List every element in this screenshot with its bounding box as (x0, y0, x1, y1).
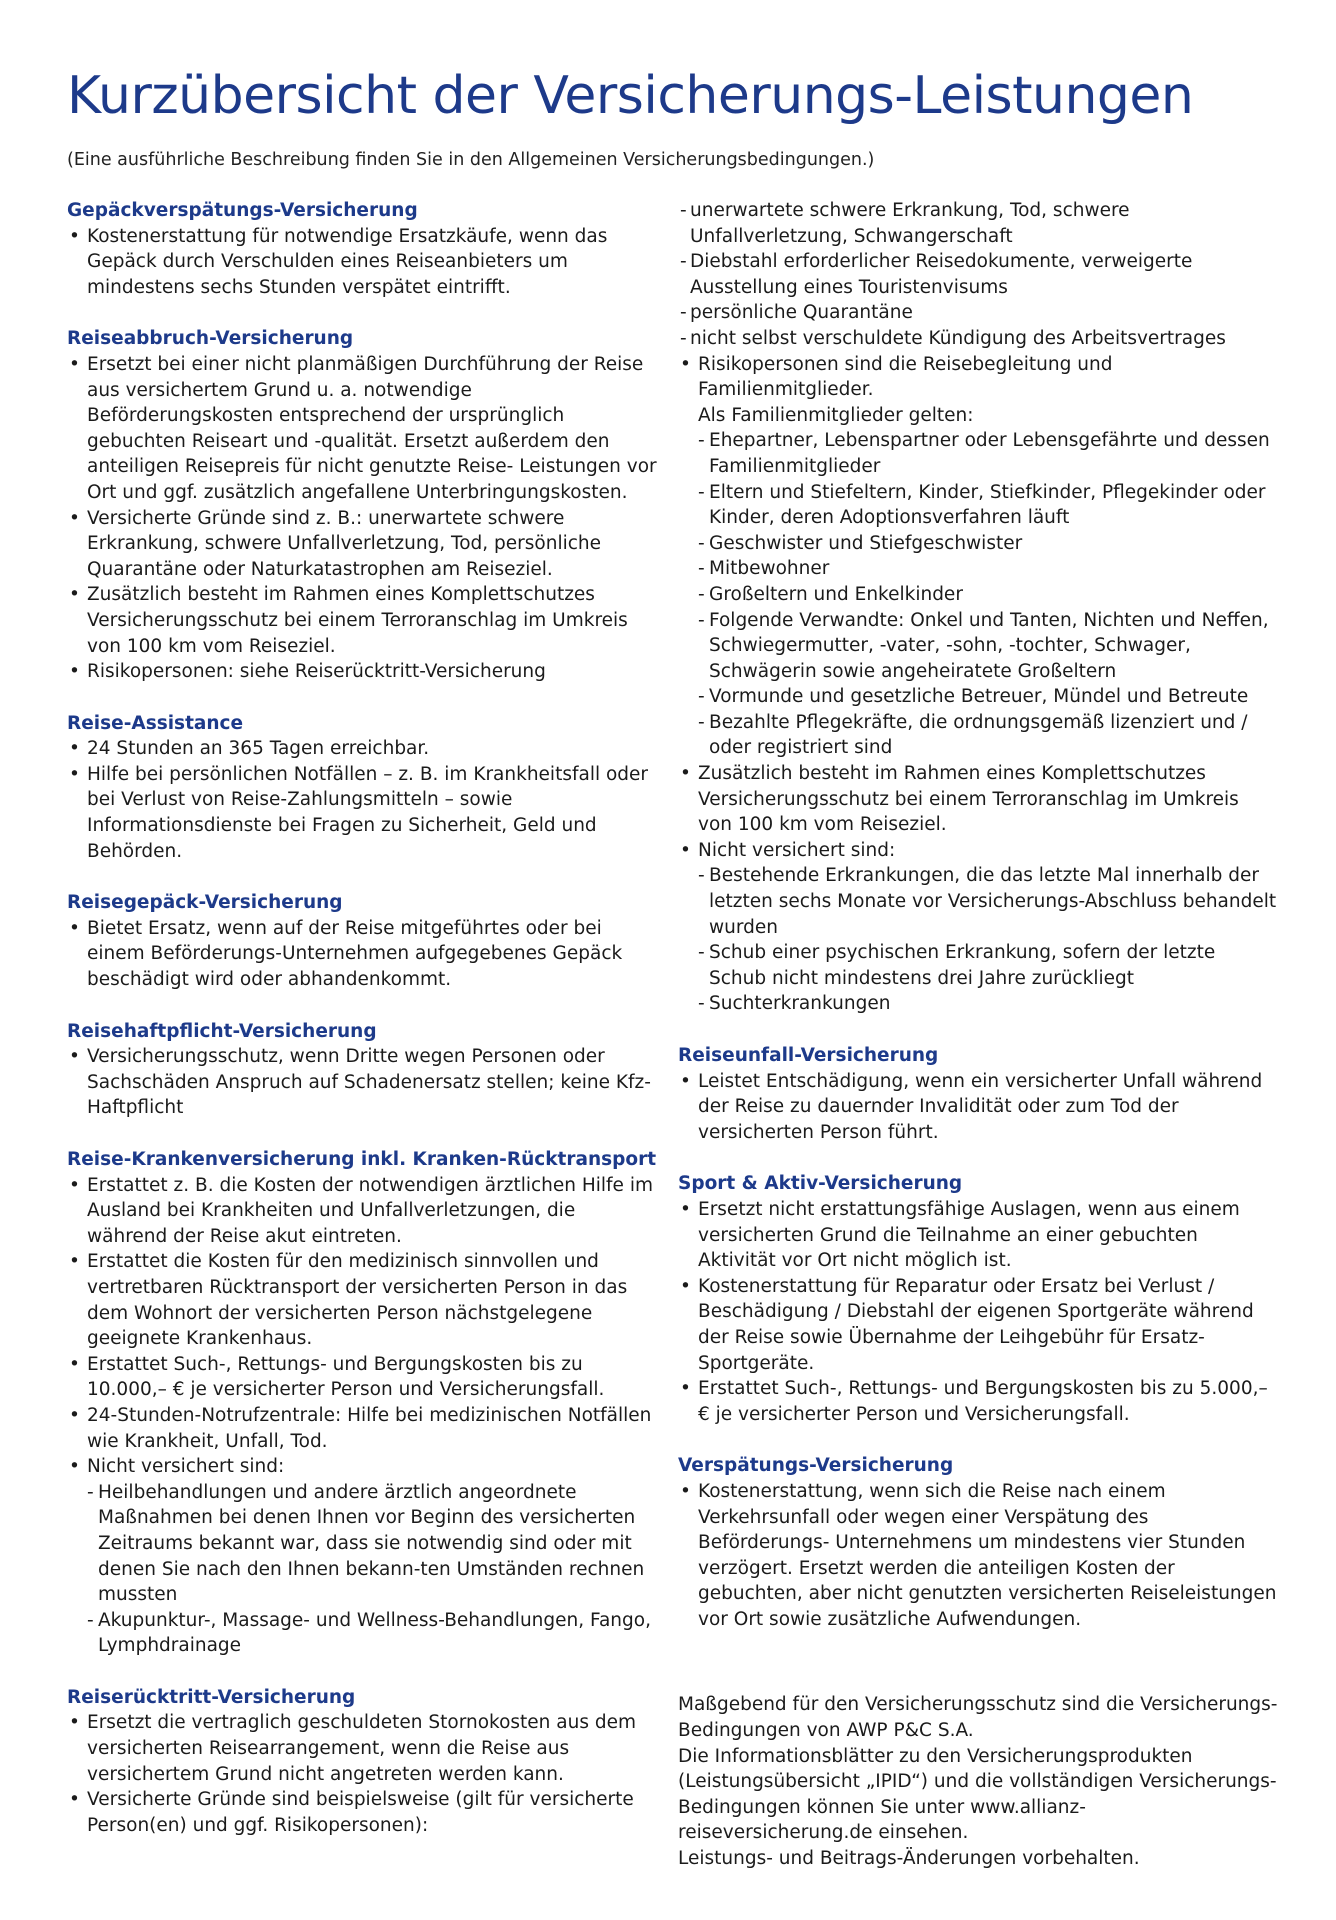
left-column (67, 198, 657, 1864)
bullet-item: • Erstattet Such-, Rettungs- und Bergungskosten bis zu 5.000,– € je versicherter Person und Versicherungsfall. (678, 1376, 1278, 1427)
sub-item: - Bezahlte Pflegekräfte, die ordnungsgemäß lizenziert und / oder registriert sind (678, 710, 1278, 761)
section-reisehaftpflicht (67, 1019, 657, 1121)
bullet-item: • Kostenerstattung, wenn sich die Reise nach einem Verkehrsunfall oder wegen einer Verspätung des Beförderungs- Unternehmens um mindestens vier Stunden verzögert. Ersetzt werden die anteiligen Kosten der gebuchten, aber nicht genutzten versicherten Reiseleistungen vor Ort sowie zusätzliche Aufwendungen. (678, 1479, 1278, 1633)
section-heading: Reiseunfall-Versicherung (678, 1045, 939, 1066)
section-reisegepaeck (67, 890, 657, 992)
bullet-item: • Ersetzt die vertraglich geschuldeten Stornokosten aus dem versicherten Reisearrangement, wenn die Reise aus versichertem Grund nicht angetreten werden kann. (67, 1710, 657, 1787)
page-title: Kurzübersicht der Versicherungs-Leistungen (67, 66, 1194, 126)
sub-item: - Bestehende Erkrankungen, die das letzte Mal innerhalb der letzten sechs Monate vor Versicherungs-Abschluss behandelt wurden (678, 863, 1278, 940)
sub-item: - Schub einer psychischen Erkrankung, sofern der letzte Schub nicht mindestens drei Jahre zurückliegt (678, 940, 1278, 991)
section-heading: Reiseabbruch-Versicherung (67, 328, 354, 350)
sub-item: - persönliche Quarantäne (678, 300, 1278, 326)
sub-item: - Mitbewohner (678, 556, 1278, 582)
sub-item: - Geschwister und Stiefgeschwister (678, 531, 1278, 557)
section-heading: Reisehaftpflicht-Versicherung (67, 1020, 377, 1042)
sub-item: - Diebstahl erforderlicher Reisedokumente, verweigerte Ausstellung eines Touristenvisums (678, 249, 1278, 300)
section-heading: Verspätungs-Versicherung (678, 1455, 954, 1477)
bullet-item: • Nicht versichert sind: (678, 838, 1278, 864)
page-subtitle: (Eine ausführliche Beschreibung finden Sie in den Allgemeinen Versicherungsbedingungen.) (67, 150, 875, 170)
sub-item: - Heilbehandlungen und andere ärztlich angeordnete Maßnahmen bei denen Ihnen vor Beginn des versicherten Zeitraums bekannt war, dass sie notwendig sind oder mit denen Sie nach den Ihnen bekann-ten Umständen rechnen mussten (67, 1480, 657, 1608)
section-sport-aktiv (678, 1171, 1278, 1427)
bullet-item: • Versicherte Gründe sind beispielsweise (gilt für versicherte Person(en) und ggf. Risikopersonen): (67, 1787, 657, 1838)
sub-item: - Akupunktur-, Massage- und Wellness-Behandlungen, Fango, Lymphdrainage (67, 1608, 657, 1659)
sub-item: - Ehepartner, Lebenspartner oder Lebensgefährte und dessen Familienmitglieder (678, 428, 1278, 479)
section-heading: Reiserücktritt-Versicherung (67, 1686, 356, 1708)
bullet-item: • Versicherte Gründe sind z. B.: unerwartete schwere Erkrankung, schwere Unfallverletzung, Tod, persönliche Quarantäne oder Naturkatastrophen am Reiseziel. (67, 506, 657, 583)
bullet-item: • Zusätzlich besteht im Rahmen eines Komplettschutzes Versicherungsschutz bei einem Terroranschlag im Umkreis von 100 km vom Reiseziel. (678, 761, 1278, 838)
footer-line: Die Informationsblätter zu den Versicherungsprodukten (Leistungsübersicht „IPID“) und die vollständigen Versicherungs-Bedingungen können Sie unter www.allianz-reiseversicherung.de einsehen. (678, 1745, 1277, 1844)
footer-note (678, 1692, 1278, 1871)
section-heading: Reise-Assistance (67, 712, 244, 734)
section-reiseabbruch (67, 326, 657, 684)
section-gepaeckverspaetung (67, 198, 657, 300)
section-heading: Reisegepäck-Versicherung (67, 892, 343, 914)
right-column (678, 198, 1278, 1872)
bullet-item: • Hilfe bei persönlichen Notfällen – z. B. im Krankheitsfall oder bei Verlust von Reise-Zahlungsmitteln – sowie Informationsdienste bei Fragen zu Sicherheit, Geld und Behörden. (67, 762, 657, 864)
bullet-item: • Erstattet die Kosten für den medizinisch sinnvollen und vertretbaren Rücktransport der versicherten Person in das dem Wohnort der versicherten Person nächstgelegene geeignete Krankenhaus. (67, 1249, 657, 1351)
bullet-item: • Kostenerstattung für notwendige Ersatzkäufe, wenn das Gepäck durch Verschulden eines Reiseanbieters um mindestens sechs Stunden verspätet eintrifft. (67, 224, 657, 301)
family-members-label: Als Familienmitglieder gelten: (698, 404, 974, 426)
sub-item: - unerwartete schwere Erkrankung, Tod, schwere Unfallverletzung, Schwangerschaft (678, 198, 1278, 249)
sub-item: - Suchterkrankungen (678, 991, 1278, 1017)
section-ruecktritt-continued (678, 198, 1278, 1017)
sub-item: - Folgende Verwandte: Onkel und Tanten, Nichten und Neffen, Schwiegermutter, -vater, -sohn, -tochter, Schwager, Schwägerin sowie angeheiratete Großeltern (678, 608, 1278, 685)
sub-item: - Vormunde und gesetzliche Betreuer, Mündel und Betreute (678, 684, 1278, 710)
section-reiseunfall (678, 1043, 1278, 1145)
bullet-item: • Zusätzlich besteht im Rahmen eines Komplettschutzes Versicherungsschutz bei einem Terroranschlag im Umkreis von 100 km vom Reiseziel. (67, 582, 657, 659)
bullet-item: • Ersetzt nicht erstattungsfähige Auslagen, wenn aus einem versicherten Grund die Teilnahme an einer gebuchten Aktivität vor Ort nicht möglich ist. (678, 1197, 1278, 1274)
section-heading: Sport & Aktiv-Versicherung (678, 1173, 963, 1195)
bullet-item: • Nicht versichert sind: (67, 1454, 657, 1480)
bullet-item: • Leistet Entschädigung, wenn ein versicherter Unfall während der Reise zu dauernder Invalidität oder zum Tod der versicherten Person führt. (678, 1069, 1278, 1146)
bullet-item: • Kostenerstattung für Reparatur oder Ersatz bei Verlust / Beschädigung / Diebstahl der eigenen Sportgeräte während der Reise sowie Übernahme der Leihgebühr für Ersatz-Sportgeräte. (678, 1274, 1278, 1376)
footer-line: Leistungs- und Beitrags-Änderungen vorbehalten. (678, 1848, 1140, 1870)
bullet-item: • Erstattet z. B. die Kosten der notwendigen ärztlichen Hilfe im Ausland bei Krankheiten und Unfallverletzungen, die während der Reise akut eintreten. (67, 1173, 657, 1250)
sub-item: - Eltern und Stiefeltern, Kinder, Stiefkinder, Pflegekinder oder Kinder, deren Adoptionsverfahren läuft (678, 480, 1278, 531)
section-heading: Gepäckverspätungs-Versicherung (67, 200, 418, 221)
bullet-item: • Ersetzt bei einer nicht planmäßigen Durchführung der Reise aus versichertem Grund u. a. notwendige Beförderungskosten entsprechend der ursprünglich gebuchten Reiseart und -qualität. Ersetzt außerdem den anteiligen Reisepreis für nicht genutzte Reise- Leistungen vor Ort und ggf. zusätzlich angefallene Unterbringungskosten. (67, 352, 657, 506)
section-verspaetung (678, 1453, 1278, 1632)
section-heading: Reise-Krankenversicherung inkl. Kranken-Rücktransport (67, 1149, 657, 1170)
bullet-item: • 24 Stunden an 365 Tagen erreichbar. (67, 736, 657, 762)
bullet-item: • Risikopersonen sind die Reisebegleitung und Familienmitglieder. (678, 352, 1278, 403)
bullet-item: • 24-Stunden-Notrufzentrale: Hilfe bei medizinischen Notfällen wie Krankheit, Unfall, Tod. (67, 1403, 657, 1454)
bullet-item: • Versicherungsschutz, wenn Dritte wegen Personen oder Sachschäden Anspruch auf Schadenersatz stellen; keine Kfz-Haftpflicht (67, 1044, 657, 1121)
section-reise-kranken (67, 1147, 657, 1659)
footer-line: Maßgebend für den Versicherungsschutz sind die Versicherungs-Bedingungen von AWP P&C S.A. (678, 1694, 1278, 1742)
sub-item: - Großeltern und Enkelkinder (678, 582, 1278, 608)
bullet-item: • Erstattet Such-, Rettungs- und Bergungskosten bis zu 10.000,– € je versicherter Person und Versicherungsfall. (67, 1352, 657, 1403)
sub-item: - nicht selbst verschuldete Kündigung des Arbeitsvertrages (678, 326, 1278, 352)
bullet-item: • Bietet Ersatz, wenn auf der Reise mitgeführtes oder bei einem Beförderungs-Unternehmen aufgegebenes Gepäck beschädigt wird oder abhandenkommt. (67, 916, 657, 993)
bullet-item: • Risikopersonen: siehe Reiserücktritt-Versicherung (67, 659, 657, 685)
section-reiseruecktritt (67, 1685, 657, 1839)
section-reise-assistance (67, 711, 657, 865)
